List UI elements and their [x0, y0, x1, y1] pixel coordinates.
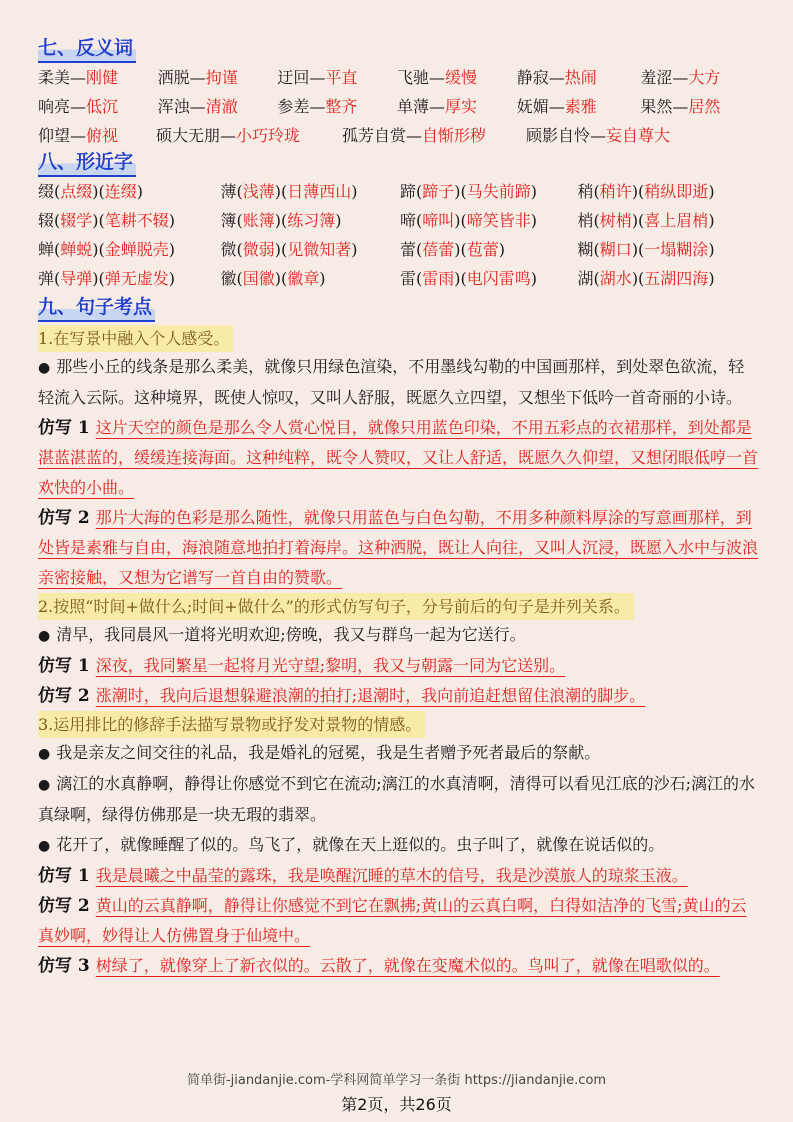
- bullet-icon: ●: [38, 746, 51, 762]
- imitation-sentence: [38, 951, 760, 981]
- similar-char-group: 啼(啼叫)(啼笑皆非): [399, 211, 538, 230]
- similar-char: 梢: [577, 211, 594, 230]
- similar-char-group: 梢(树梢)(喜上眉梢): [577, 211, 715, 230]
- similar-word-2: 见微知著: [287, 240, 352, 259]
- imitation-sentence: [38, 861, 760, 891]
- point-heading-wrap: [38, 325, 760, 352]
- sentence-section: [38, 295, 760, 981]
- similar-char-group: 薄(浅薄)(日薄西山): [220, 182, 358, 201]
- antonym-answer: 缓慢: [445, 68, 478, 87]
- antonym-answer: 俯视: [86, 126, 119, 145]
- example-text: 我是亲友之间交往的礼品，我是婚礼的冠冕，我是生者赠予死者最后的祭献。: [56, 743, 601, 762]
- antonym-pair: [342, 121, 526, 150]
- sentence-points: [38, 325, 760, 981]
- similar-char: 糊: [577, 240, 594, 259]
- similar-word-2: 弹无虚发: [104, 269, 169, 288]
- example-sentence: [38, 738, 760, 769]
- imitation-sentence: [38, 891, 760, 951]
- similar-word-2: 电闪雷鸣: [466, 269, 531, 288]
- similar-word-2: 稍纵即逝: [644, 182, 709, 201]
- similar-char-group: 糊(糊口)(一塌糊涂): [577, 240, 715, 259]
- antonym-word: 参差—: [277, 97, 326, 116]
- similar-char-group: 蹄(蹄子)(马失前蹄): [399, 182, 538, 201]
- similar-word-1: 蝉蜕: [60, 240, 93, 259]
- example-sentence: [38, 830, 760, 861]
- imitation-answer: 深夜，我同繁星一起将月光守望;黎明，我又与朝露一同为它送别。: [95, 656, 566, 675]
- similar-char-group: 弹(导弹)(弹无虚发): [38, 269, 176, 288]
- similar-char-group: 簿(账簿)(练习簿): [220, 211, 342, 230]
- similar-row: [38, 177, 760, 206]
- similar-char-group: 缀(点缀)(连缀): [38, 182, 144, 201]
- similar-word-2: 日薄西山: [287, 182, 352, 201]
- antonym-pair: [517, 92, 641, 121]
- imitation-sentence: [38, 651, 760, 681]
- antonym-pair: [397, 92, 517, 121]
- antonym-pair: [640, 63, 760, 92]
- similar-word-1: 账簿: [242, 211, 275, 230]
- antonym-answer: 清澈: [205, 97, 238, 116]
- similar-char: 啼: [399, 211, 416, 230]
- antonym-pair: [640, 92, 760, 121]
- similar-char-group: 稍(稍许)(稍纵即逝): [577, 182, 715, 201]
- similar-row: [38, 235, 760, 264]
- antonym-answer: 低沉: [86, 97, 119, 116]
- antonym-word: 柔美—: [38, 68, 87, 87]
- imitation-label: 仿写 2: [38, 686, 90, 706]
- antonym-list: [38, 63, 760, 150]
- antonym-pair: [397, 63, 517, 92]
- antonym-pair: [158, 63, 278, 92]
- imitation-sentence: [38, 413, 760, 503]
- antonym-pair: [38, 92, 158, 121]
- antonym-word: 孤芳自赏—: [342, 126, 423, 145]
- antonym-pair: [158, 92, 278, 121]
- antonym-answer: 大方: [688, 68, 721, 87]
- imitation-sentence: [38, 503, 760, 593]
- similar-word-2: 五湖四海: [644, 269, 709, 288]
- antonym-answer: 热闹: [564, 68, 597, 87]
- example-sentence: [38, 352, 760, 413]
- similar-char: 薄: [220, 182, 237, 201]
- similar-word-1: 湖水: [599, 269, 632, 288]
- similar-word-2: 徽章: [287, 269, 320, 288]
- antonym-answer: 拘谨: [205, 68, 238, 87]
- similar-word-2: 喜上眉梢: [644, 211, 709, 230]
- antonym-answer: 小巧玲珑: [236, 126, 301, 145]
- antonym-word: 硕大无朋—: [156, 126, 237, 145]
- antonym-word: 仰望—: [38, 126, 87, 145]
- antonym-answer: 素雅: [564, 97, 597, 116]
- antonym-pair: [517, 63, 641, 92]
- sentence-point: [38, 593, 760, 711]
- antonym-word: 洒脱—: [157, 68, 206, 87]
- imitation-label: 仿写 1: [38, 866, 90, 886]
- similar-word-1: 辍学: [60, 211, 93, 230]
- point-heading-wrap: [38, 593, 760, 620]
- imitation-label: 仿写 1: [38, 656, 90, 676]
- antonym-answer: 居然: [688, 97, 721, 116]
- similar-word-1: 糊口: [599, 240, 632, 259]
- point-heading: 3.运用排比的修辞手法描写景物或抒发对景物的情感。: [38, 711, 425, 738]
- similar-char-group: 微(微弱)(见微知著): [220, 240, 358, 259]
- antonym-word: 单薄—: [397, 97, 446, 116]
- imitation-sentence: [38, 681, 760, 711]
- antonym-answer: 平直: [325, 68, 358, 87]
- similar-char: 蝉: [38, 240, 55, 259]
- antonym-word: 羞涩—: [640, 68, 689, 87]
- similar-word-2: 马失前蹄: [466, 182, 531, 201]
- similar-word-1: 导弹: [60, 269, 93, 288]
- similar-char-group: 雷(雷雨)(电闪雷鸣): [399, 269, 538, 288]
- antonym-answer: 刚健: [86, 68, 119, 87]
- antonym-row: [38, 121, 760, 150]
- sentence-point: [38, 711, 760, 981]
- similar-char-group: 蕾(蓓蕾)(苞蕾): [399, 240, 506, 259]
- similar-char-group: 蝉(蝉蜕)(金蝉脱壳): [38, 240, 176, 259]
- imitation-answer: 我是晨曦之中晶莹的露珠，我是唤醒沉睡的草木的信号，我是沙漠旅人的琼浆玉液。: [95, 866, 688, 885]
- similar-word-2: 金蝉脱壳: [104, 240, 169, 259]
- similar-char: 微: [220, 240, 237, 259]
- antonym-word: 静寂—: [516, 68, 565, 87]
- similar-word-2: 笔耕不辍: [104, 211, 169, 230]
- example-text: 清早，我同晨风一道将光明欢迎;傍晚，我又与群鸟一起为它送行。: [56, 625, 526, 644]
- document-page: [38, 36, 760, 981]
- antonym-answer: 妄自尊大: [606, 126, 671, 145]
- section-title-similar: 八、形近字: [38, 150, 136, 177]
- example-text: 花开了，就像睡醒了似的。鸟飞了，就像在天上逛似的。虫子叫了，就像在说话似的。: [56, 835, 665, 854]
- bullet-icon: ●: [38, 838, 51, 854]
- point-heading: 2.按照“时间+做什么;时间+做什么”的形式仿写句子，分号前后的句子是并列关系。: [38, 593, 634, 620]
- imitation-label: 仿写 2: [38, 896, 90, 916]
- bullet-icon: ●: [38, 360, 51, 376]
- similar-row: [38, 206, 760, 235]
- similar-chars-section: [38, 150, 760, 293]
- antonym-pair: [38, 121, 156, 150]
- imitation-answer: 树绿了，就像穿上了新衣似的。云散了，就像在变魔术似的。鸟叫了，就像在唱歌似的。: [95, 956, 720, 975]
- similar-word-1: 点缀: [60, 182, 93, 201]
- antonym-pair: [277, 92, 397, 121]
- example-text: 那些小丘的线条是那么柔美，就像只用绿色渲染，不用墨线勾勒的中国画那样，到处翠色欲流，轻轻流入云际。这种境界，既使人惊叹，又叫人舒服，既愿久立四望，又想坐下低吟一首奇丽的小诗。: [38, 357, 745, 407]
- imitation-label: 仿写 3: [38, 956, 90, 976]
- sentence-point: [38, 325, 760, 593]
- similar-char: 簿: [220, 211, 237, 230]
- section-title-antonyms: 七、反义词: [38, 36, 136, 63]
- imitation-label: 仿写 1: [38, 418, 90, 438]
- antonym-pair: [156, 121, 342, 150]
- similar-char: 缀: [38, 182, 55, 201]
- antonym-answer: 自惭形秽: [422, 126, 487, 145]
- similar-word-1: 微弱: [242, 240, 275, 259]
- antonym-pair: [277, 63, 397, 92]
- similar-char: 稍: [577, 182, 594, 201]
- antonym-word: 飞驰—: [397, 68, 446, 87]
- point-heading-wrap: [38, 711, 760, 738]
- antonym-answer: 整齐: [325, 97, 358, 116]
- antonym-word: 迂回—: [277, 68, 326, 87]
- similar-char: 弹: [38, 269, 55, 288]
- similar-word-1: 树梢: [599, 211, 632, 230]
- similar-char-group: 湖(湖水)(五湖四海): [577, 269, 715, 288]
- point-heading: 1.在写景中融入个人感受。: [38, 325, 233, 352]
- example-sentence: [38, 620, 760, 651]
- similar-word-1: 雷雨: [422, 269, 455, 288]
- similar-word-2: 啼笑皆非: [466, 211, 531, 230]
- antonym-word: 顾影自怜—: [526, 126, 607, 145]
- imitation-label: 仿写 2: [38, 508, 90, 528]
- similar-char: 蹄: [399, 182, 416, 201]
- antonym-row: [38, 63, 760, 92]
- similar-char-list: [38, 177, 760, 293]
- imitation-answer: 那片大海的色彩是那么随性，就像只用蓝色与白色勾勒，不用多种颜料厚涂的写意画那样，到处皆是素雅与自由，海浪随意地拍打着海岸。这种洒脱，既让人向往，又叫人沉浸，既愿入水中与波浪亲密接触，又想为它谱写一首自由的赞歌。: [38, 508, 759, 587]
- imitation-answer: 黄山的云真静啊，静得让你感觉不到它在飘拂;黄山的云真白啊，白得如洁净的飞雪;黄山的云真妙啊，妙得让人仿佛置身于仙境中。: [38, 896, 747, 945]
- antonym-word: 浑浊—: [157, 97, 206, 116]
- similar-char: 湖: [577, 269, 594, 288]
- similar-char: 雷: [399, 269, 416, 288]
- imitation-answer: 涨潮时，我向后退想躲避浪潮的拍打;退潮时，我向前追赶想留住浪潮的脚步。: [95, 686, 646, 705]
- similar-word-1: 蹄子: [422, 182, 455, 201]
- antonyms-section: [38, 36, 760, 150]
- similar-char: 辍: [38, 211, 55, 230]
- similar-word-1: 蓓蕾: [422, 240, 455, 259]
- antonym-word: 妩媚—: [516, 97, 565, 116]
- similar-row: [38, 264, 760, 293]
- antonym-answer: 厚实: [445, 97, 478, 116]
- antonym-pair: [526, 121, 726, 150]
- bullet-icon: ●: [38, 628, 51, 644]
- similar-char: 徽: [220, 269, 237, 288]
- antonym-word: 果然—: [640, 97, 689, 116]
- footer-source: 简单街-jiandanjie.com-学科网简单学习一条街 https://jiandanjie.com: [186, 1073, 607, 1088]
- similar-char-group: 徽(国徽)(徽章): [220, 269, 326, 288]
- similar-word-2: 苞蕾: [466, 240, 499, 259]
- similar-word-1: 浅薄: [242, 182, 275, 201]
- similar-word-2: 练习簿: [287, 211, 336, 230]
- page-number: 第2页，共26页: [341, 1095, 452, 1114]
- antonym-pair: [38, 63, 158, 92]
- similar-char-group: 辍(辍学)(笔耕不辍): [38, 211, 176, 230]
- similar-word-1: 国徽: [242, 269, 275, 288]
- example-text: 漓江的水真静啊，静得让你感觉不到它在流动;漓江的水真清啊，清得可以看见江底的沙石;漓江的水真绿啊，绿得仿佛那是一块无瑕的翡翠。: [38, 774, 756, 824]
- similar-word-1: 稍许: [599, 182, 632, 201]
- similar-word-2: 连缀: [104, 182, 137, 201]
- section-title-sentences: 九、句子考点: [38, 295, 155, 322]
- bullet-icon: ●: [38, 777, 51, 793]
- antonym-row: [38, 92, 760, 121]
- imitation-answer: 这片天空的颜色是那么令人赏心悦目，就像只用蓝色印染，不用五彩点的衣裙那样，到处都是湛蓝湛蓝的，缓缓连接海面。这种纯粹，既令人赞叹，又让人舒适，既愿久久仰望，又想闭眼低哼一首欢快的小曲。: [38, 418, 759, 497]
- similar-word-1: 啼叫: [422, 211, 455, 230]
- similar-char: 蕾: [399, 240, 416, 259]
- similar-word-2: 一塌糊涂: [644, 240, 709, 259]
- antonym-word: 响亮—: [38, 97, 87, 116]
- example-sentence: [38, 769, 760, 830]
